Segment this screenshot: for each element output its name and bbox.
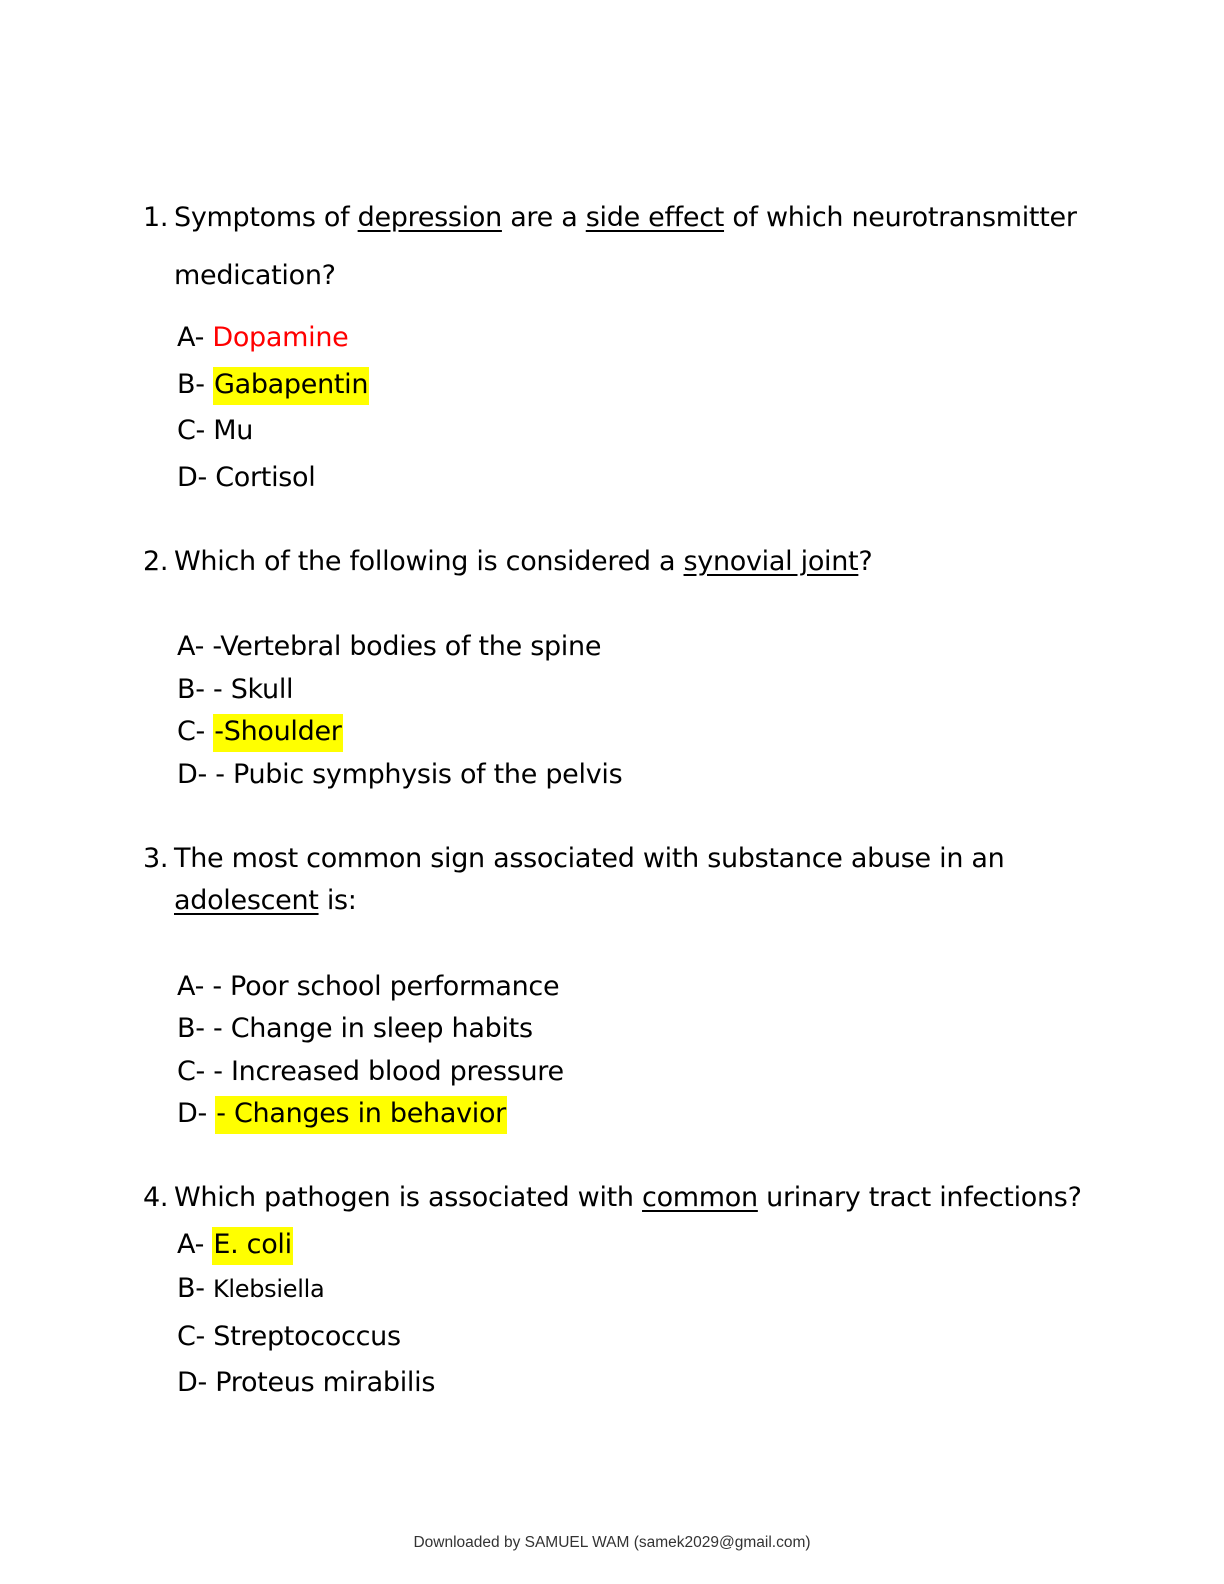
- option-2d: [177, 758, 622, 792]
- option-1b: [177, 368, 369, 402]
- option-text: - Pubic symphysis of the pelvis: [215, 759, 623, 790]
- question-number: 4.: [143, 1182, 169, 1213]
- option-letter: D-: [177, 1098, 207, 1129]
- option-letter: C-: [177, 415, 205, 446]
- option-letter: B-: [177, 369, 205, 400]
- option-text: - Change in sleep habits: [212, 1013, 533, 1044]
- option-2c: [177, 715, 343, 749]
- option-text: Streptococcus: [213, 1321, 401, 1352]
- option-4b: [177, 1272, 324, 1306]
- question-1-stem-continued: medication?: [174, 260, 336, 291]
- option-text: - Skull: [212, 674, 294, 705]
- option-2a: [177, 630, 601, 664]
- option-text: Klebsiella: [212, 1275, 325, 1303]
- option-text: - Increased blood pressure: [213, 1056, 564, 1087]
- option-text-highlighted: - Changes in behavior: [215, 1096, 507, 1134]
- option-3a: [177, 970, 559, 1004]
- question-4-stem: 4. Which pathogen is associated with common urinary tract infections?: [143, 1182, 1082, 1213]
- option-4c: [177, 1320, 401, 1354]
- option-text: -Vertebral bodies of the spine: [212, 631, 602, 662]
- option-text-highlighted: E. coli: [212, 1227, 293, 1265]
- option-text: - Poor school performance: [212, 971, 560, 1002]
- option-letter: A-: [177, 631, 205, 662]
- option-letter: D-: [177, 759, 207, 790]
- option-3d: [177, 1097, 507, 1131]
- option-letter: B-: [177, 674, 205, 705]
- option-text-highlighted: -Shoulder: [213, 714, 342, 752]
- option-letter: C-: [177, 1056, 205, 1087]
- option-3c: [177, 1055, 564, 1089]
- option-letter: A-: [177, 1229, 205, 1260]
- question-number: 2.: [143, 546, 169, 577]
- option-1c: [177, 414, 253, 448]
- option-4d: [177, 1366, 435, 1400]
- question-number: 1.: [143, 202, 169, 233]
- question-2-stem: 2. Which of the following is considered a synovial joint?: [143, 546, 873, 577]
- option-letter: C-: [177, 1321, 205, 1352]
- question-3-stem: 3. The most common sign associated with substance abuse in an: [143, 843, 1005, 874]
- option-1a: [177, 321, 348, 355]
- option-letter: D-: [177, 462, 207, 493]
- option-letter: D-: [177, 1367, 207, 1398]
- option-letter: B-: [177, 1013, 205, 1044]
- option-3b: [177, 1012, 533, 1046]
- option-letter: A-: [177, 971, 205, 1002]
- question-number: 3.: [143, 843, 169, 874]
- option-text: Cortisol: [215, 462, 316, 493]
- question-1-stem: 1. Symptoms of depression are a side effect of which neurotransmitter: [143, 202, 1077, 233]
- download-footer: Downloaded by SAMUEL WAM (samek2029@gmail.com): [413, 1534, 811, 1551]
- option-text-highlighted: Gabapentin: [213, 367, 369, 405]
- option-text-marked-red: Dopamine: [212, 322, 349, 353]
- option-1d: [177, 461, 315, 495]
- option-text: Mu: [213, 415, 254, 446]
- option-letter: A-: [177, 322, 205, 353]
- option-4a: [177, 1228, 293, 1262]
- option-letter: C-: [177, 716, 205, 747]
- option-letter: B-: [177, 1273, 205, 1304]
- question-3-stem-continued: adolescent is:: [174, 885, 357, 916]
- option-2b: [177, 673, 293, 707]
- option-text: Proteus mirabilis: [215, 1367, 436, 1398]
